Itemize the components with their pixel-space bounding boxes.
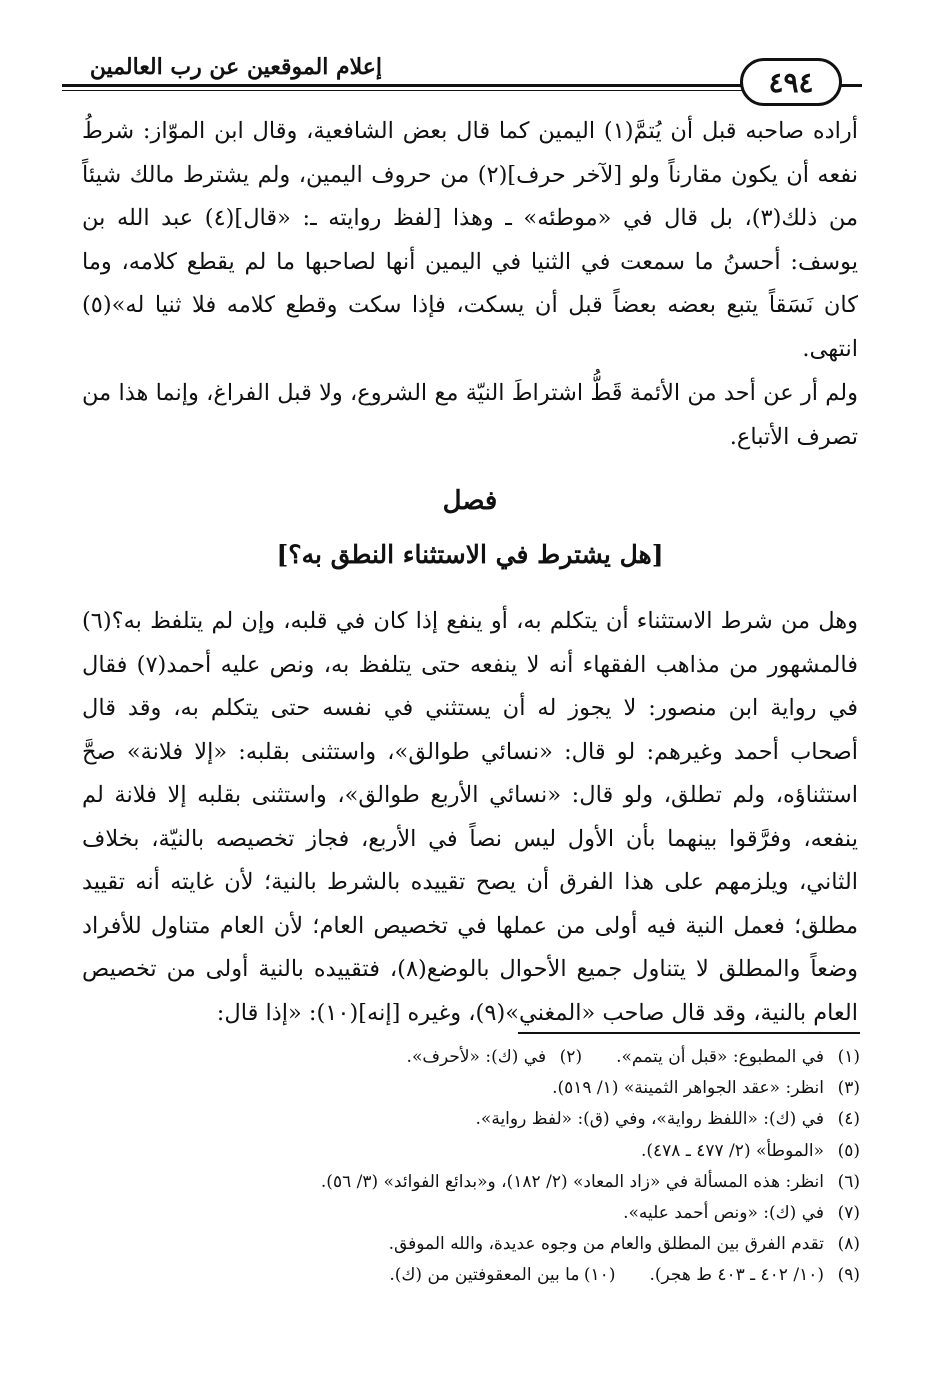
footnote: (٢)في (ك): «لأحرف».	[406, 1047, 583, 1067]
footnote: (٣)انظر: «عقد الجواهر الثمينة» (١/ ٥١٩).	[552, 1078, 860, 1099]
footnote: (٧)في (ك): «ونص أحمد عليه».	[623, 1203, 860, 1224]
footnote: (٤)في (ك): «اللفظ رواية»، وفي (ق): «لفظ رواية».	[475, 1109, 860, 1130]
footnote: (٨)تقدم الفرق بين المطلق والعام من وجوه عديدة، والله الموفق.	[388, 1234, 860, 1255]
footnote: (١٠)ما بين المعقوفتين من (ك).	[389, 1265, 616, 1286]
footnote: (١)في المطبوع: «قبل أن يتمم».	[616, 1047, 860, 1067]
paragraph-1: أراده صاحبه قبل أن يُتمَّ(١) اليمين كما قال بعض الشافعية، وقال ابن الموّاز: شرطُ نفعه أن يكون مقارناً ولو [لآخر حرف](٢) من حروف اليمين، ولم يشترط مالك شيئاً من ذلك(٣)، بل قال في «موطئه» ـ وهذا [لفظ روايته ـ: «قال](٤) عبد الله بن يوسف: أحسنُ ما سمعت في الثنيا في اليمين أنها لصاحبها ما لم يقطع كلامه، وما كان نَسَقاً يتبع بعضه بعضاً قبل أن يسكت، فإذا سكت وقطع كلامه فلا ثنيا له»(٥) انتهى.	[82, 118, 859, 362]
page-header	[62, 40, 862, 106]
footnote: (٩)(١٠/ ٤٠٢ ـ ٤٠٣ ط هجر).	[649, 1265, 860, 1286]
header-rule-thin	[62, 90, 792, 91]
page-number: ٤٩٤	[740, 58, 842, 106]
book-title: إعلام الموقعين عن رب العالمين	[89, 54, 382, 80]
paragraph-2: ولم أر عن أحد من الأئمة قَطُّ اشتراطَ النيّة مع الشروع، ولا قبل الفراغ، وإنما هذا من تصرف الأتباع.	[82, 380, 858, 450]
footnote-separator	[518, 1032, 860, 1034]
footnote: (٦)انظر: هذه المسألة في «زاد المعاد» (٢/ ١٨٢)، و«بدائع الفوائد» (٣/ ٥٦).	[320, 1171, 860, 1192]
section-label: فصل	[442, 486, 498, 516]
paragraph-3: وهل من شرط الاستثناء أن يتكلم به، أو ينفع إذا كان في قلبه، وإن لم يتلفظ به؟(٦) فالمشهور من مذاهب الفقهاء أنه لا ينفعه حتى يتلفظ به، ونص عليه أحمد(٧) فقال في رواية ابن منصور: لا يجوز له أن يستثني في نفسه حتى يتكلم به، وقد قال أصحاب أحمد وغيرهم: لو قال: «نسائي طوالق»، واستثنى بقلبه: «إلا فلانة» صحَّ استثناؤه، ولم تطلق، ولو قال: «نسائي الأربع طوالق»، واستثنى بقلبه إلا فلانة لم ينفعه، وفرَّقوا بينهما بأن الأول ليس نصاً في الأربع، فجاز تخصيصه بالنيّة، بخلاف الثاني، ويلزمهم على هذا الفرق أن يصح تقييده بالشرط بالنية؛ لأن غايته أنه تقييد مطلق؛ فعمل النية فيه أولى من عملها في تخصيص العام؛ لأن العام متناول للأفراد وضعاً والمطلق لا يتناول جميع الأحوال بالوضع(٨)، فتقييده بالنية أولى من تخصيص العام بالنية، وقد قال صاحب «المغني»(٩)، وغيره [إنه](١٠): «إذا قال:	[82, 608, 858, 1026]
footnote: (٥)«الموطأ» (٢/ ٤٧٧ ـ ٤٧٨).	[641, 1140, 860, 1161]
section-heading: [هل يشترط في الاستثناء النطق به؟]	[276, 540, 664, 569]
footnotes	[160, 1042, 860, 1292]
